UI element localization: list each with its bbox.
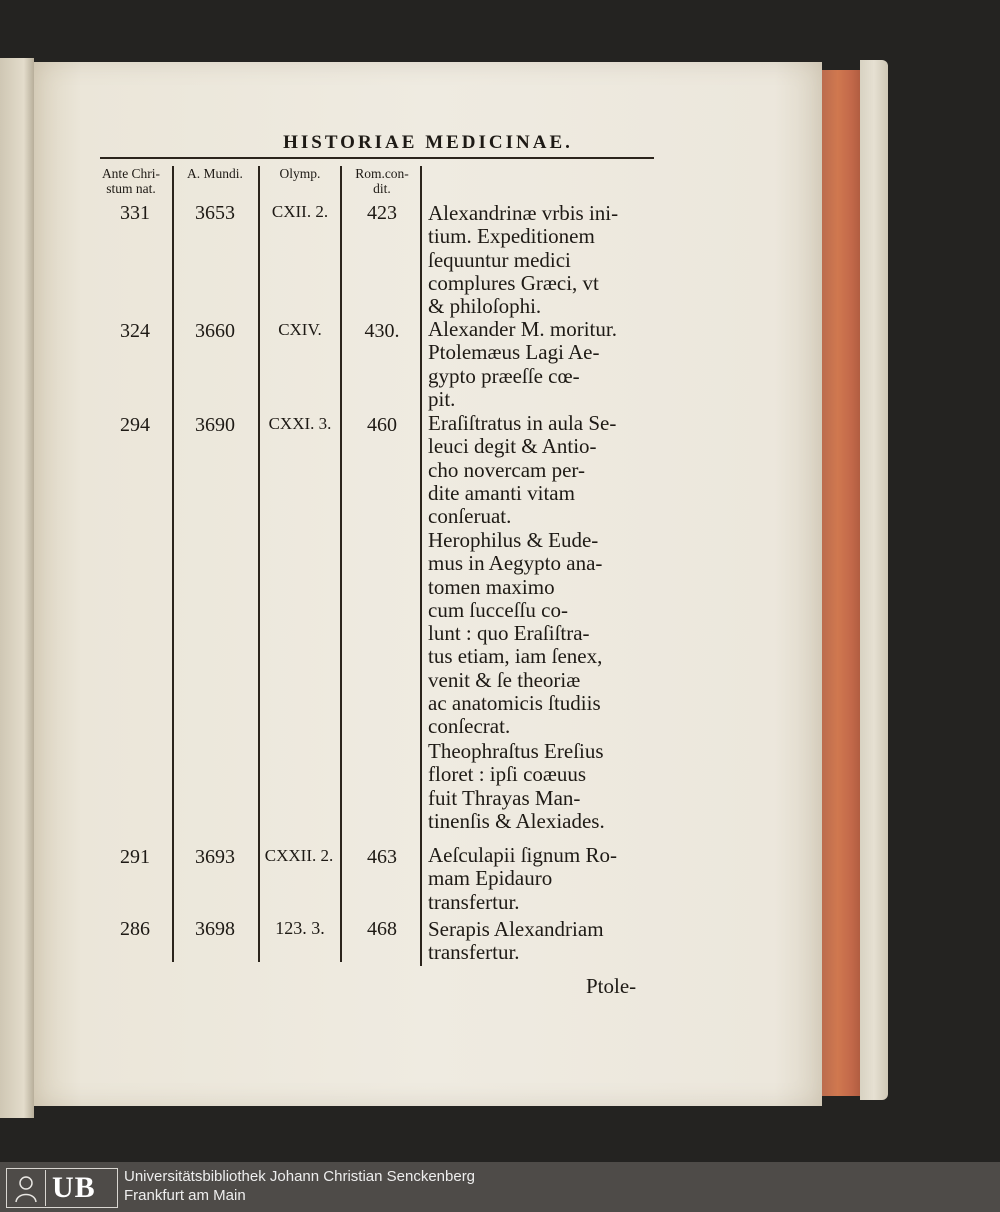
cell-ante-christum: 331 xyxy=(120,202,150,224)
header-rule xyxy=(100,157,654,159)
chronicle-entry xyxy=(428,412,660,528)
entry-line: Alexandrinæ vrbis ini- xyxy=(428,201,619,225)
entry-line: Serapis Alexandriam xyxy=(428,917,604,941)
entry-line: tinenſis & Alexiades. xyxy=(428,808,605,833)
column-divider xyxy=(340,166,342,962)
entry-line: Herophilus & Eude- xyxy=(428,528,599,552)
entry-line: cho novercam per- xyxy=(428,457,585,482)
entry-line: cum ſucceſſu co- xyxy=(428,597,568,622)
column-header-anno-mundi xyxy=(174,166,256,181)
entry-line: mus in Aegypto ana- xyxy=(428,551,603,576)
cell-rom-condit: 423 xyxy=(367,202,397,224)
book-edge xyxy=(820,70,864,1096)
book-page xyxy=(34,62,822,1106)
entry-line: conſeruat. xyxy=(428,504,512,529)
entry-line: ac anatomicis ſtudiis xyxy=(428,691,601,716)
cell-olympiad: 123. 3. xyxy=(275,918,325,938)
page-content xyxy=(34,62,822,1106)
entry-line: complures Græci, vt xyxy=(428,270,599,295)
cell-ante-christum: 286 xyxy=(120,918,150,940)
book-cover-edge xyxy=(860,60,888,1100)
chronicle-entry xyxy=(428,740,660,833)
ub-logo[interactable] xyxy=(6,1168,118,1208)
cell-anno-mundi: 3693 xyxy=(195,846,235,868)
entry-line: dite amanti vitam xyxy=(428,480,575,505)
library-name-line1: Universitätsbibliothek Johann Christian Senckenberg xyxy=(124,1168,476,1185)
entry-line: & philoſophi. xyxy=(428,294,542,319)
entry-line: Ptolemæus Lagi Ae- xyxy=(428,340,600,365)
entry-line: Theophraſtus Ereſius xyxy=(428,739,604,763)
chronicle-entry xyxy=(428,918,660,965)
cell-anno-mundi: 3698 xyxy=(195,918,235,940)
entry-line: tium. Expeditionem xyxy=(428,224,595,249)
entry-line: Eraſiſtratus in aula Se- xyxy=(428,411,617,435)
chronicle-entry xyxy=(428,529,660,739)
entry-line: mam Epidauro xyxy=(428,866,553,891)
column-header-line: Ante Chri- xyxy=(101,166,161,181)
chronicle-entry xyxy=(428,202,660,318)
cell-ante-christum: 294 xyxy=(120,414,150,436)
entry-line: venit & ſe theoriæ xyxy=(428,667,581,692)
entry-line: transfertur. xyxy=(428,940,520,965)
entry-line: Alexander M. moritur. xyxy=(428,317,617,341)
entry-line: lunt : quo Eraſiſtra- xyxy=(428,621,590,646)
entry-line: Aeſculapii ſignum Ro- xyxy=(428,843,617,867)
cell-anno-mundi: 3690 xyxy=(195,414,235,436)
cell-rom-condit: 468 xyxy=(367,918,397,940)
cell-rom-condit: 430. xyxy=(364,320,400,342)
column-header-line: A. Mundi. xyxy=(187,166,243,181)
catchword: Ptole- xyxy=(586,974,637,998)
column-header-line: Olymp. xyxy=(279,166,321,181)
column-header-ante-christum xyxy=(92,166,170,196)
cell-rom-condit: 463 xyxy=(367,846,397,868)
entry-line: ſequuntur medici xyxy=(428,247,571,272)
chronicle-entry xyxy=(428,318,660,411)
entry-line: transfertur. xyxy=(428,889,520,914)
column-divider xyxy=(172,166,174,962)
cell-ante-christum: 291 xyxy=(120,846,150,868)
cell-olympiad: CXIV. xyxy=(278,320,322,339)
column-divider xyxy=(258,166,260,962)
cell-ante-christum: 324 xyxy=(120,320,150,342)
cell-anno-mundi: 3660 xyxy=(195,320,235,342)
cell-olympiad: CXXI. 3. xyxy=(268,414,332,433)
entry-line: floret : ipſi coæuus xyxy=(428,762,587,787)
column-header-line: dit. xyxy=(373,181,391,196)
column-header-rom-condit xyxy=(342,166,422,196)
left-page-edge xyxy=(0,58,34,1118)
cell-olympiad: CXXII. 2. xyxy=(264,846,334,865)
cell-rom-condit: 460 xyxy=(367,414,397,436)
entry-line: conſecrat. xyxy=(428,714,511,739)
cell-anno-mundi: 3653 xyxy=(195,202,235,224)
entry-line: tomen maximo xyxy=(428,574,555,599)
library-name xyxy=(124,1167,475,1205)
entry-line: fuit Thrayas Man- xyxy=(428,785,581,810)
chronicle-entry xyxy=(428,844,660,914)
entry-line: gypto præeſſe cœ- xyxy=(428,363,580,388)
column-header-line: Rom.con- xyxy=(355,166,409,181)
portrait-icon xyxy=(7,1170,46,1206)
running-head: HISTORIAE MEDICINAE. xyxy=(283,132,573,153)
entry-line: leuci degit & Antio- xyxy=(428,434,597,459)
library-name-line2: Frankfurt am Main xyxy=(124,1187,246,1204)
column-divider xyxy=(420,166,422,966)
entry-line: tus etiam, iam ſenex, xyxy=(428,644,603,669)
column-header-line: stum nat. xyxy=(106,181,156,196)
ub-logo-text: UB xyxy=(52,1171,96,1204)
cell-olympiad: CXII. 2. xyxy=(271,202,329,221)
column-header-olympiad xyxy=(260,166,340,181)
entry-line: pit. xyxy=(428,386,456,411)
library-footer xyxy=(0,1162,1000,1212)
